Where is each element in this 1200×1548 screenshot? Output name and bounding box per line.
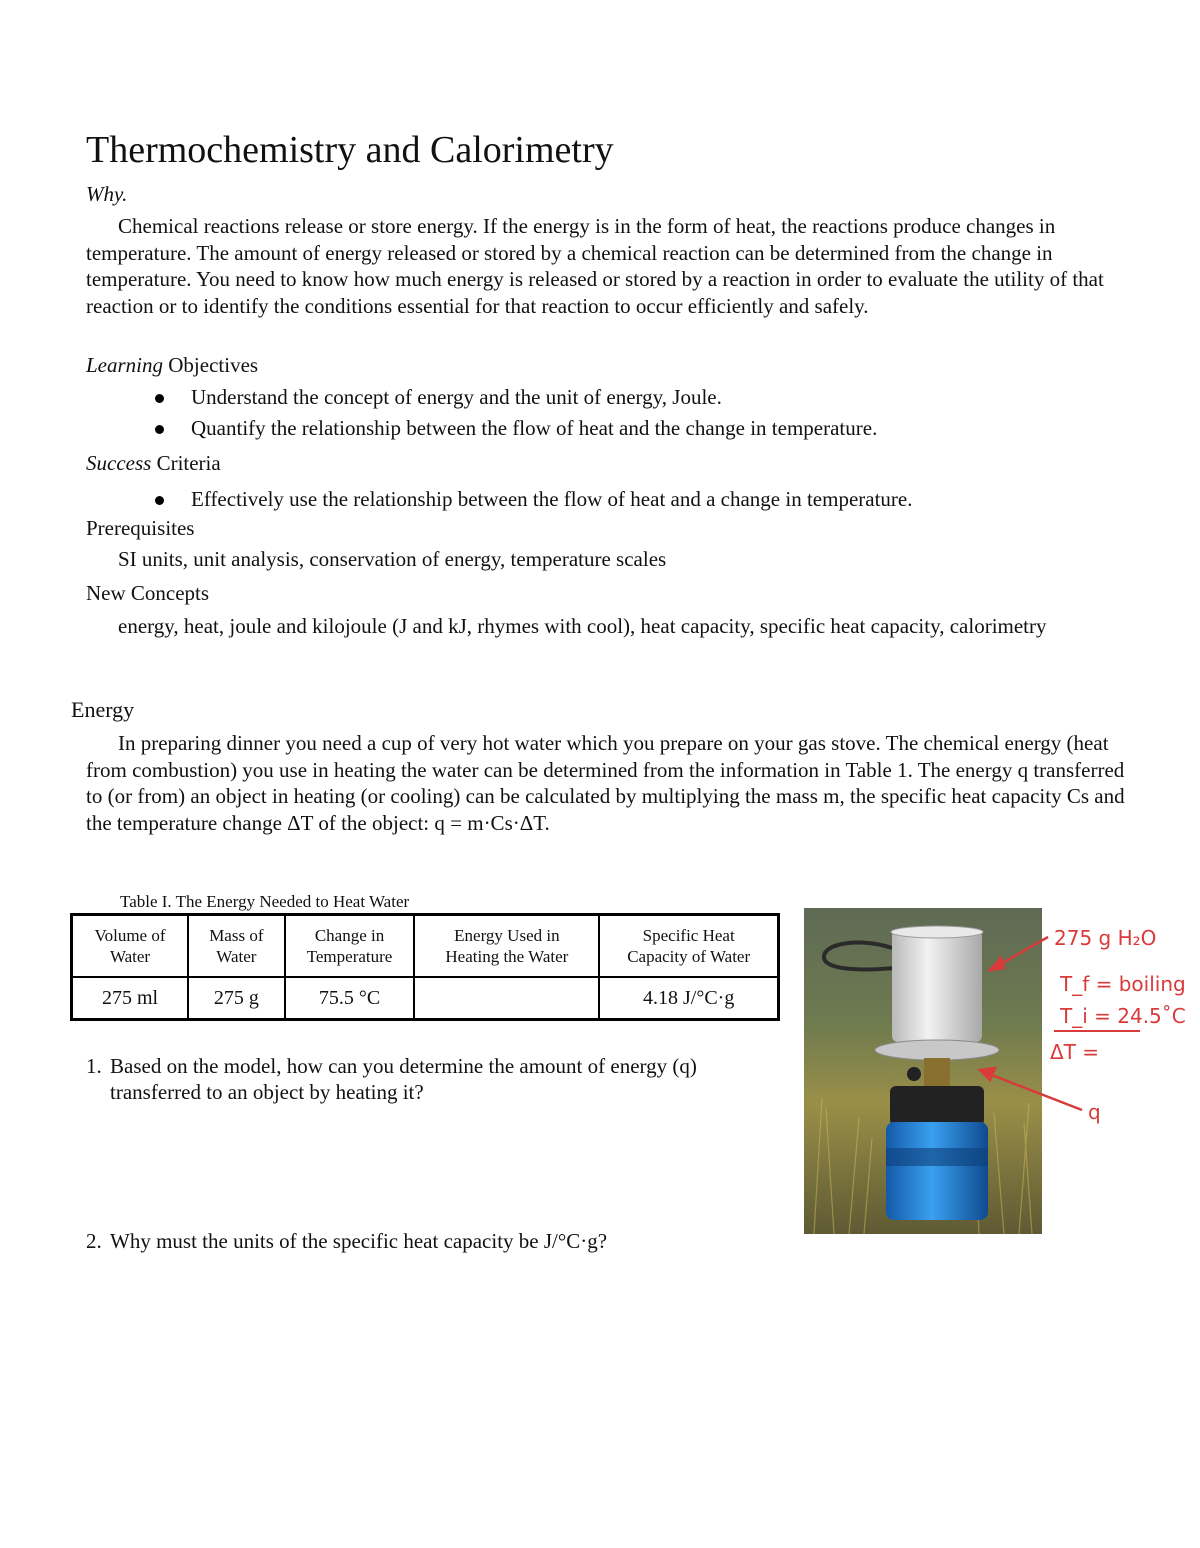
why-paragraph xyxy=(86,213,1126,319)
question-text: Based on the model, how can you determine the amount of energy (q) transferred to an object by heating it? xyxy=(110,1054,697,1104)
learning-objectives-label-rest: Objectives xyxy=(163,353,259,377)
burner-knob xyxy=(907,1067,921,1081)
success-criteria-label-italic: Success xyxy=(86,451,152,475)
header-line: Water xyxy=(109,947,151,966)
canister-band xyxy=(886,1148,988,1166)
table-cell: 275 g xyxy=(188,977,285,1020)
annotation-delta-t: ΔT = xyxy=(1050,1040,1100,1064)
header-line: Capacity of Water xyxy=(627,947,751,966)
header-line: Specific Heat xyxy=(642,926,735,945)
question-number: 1. xyxy=(86,1054,102,1078)
question-1 xyxy=(86,1053,796,1105)
table-row xyxy=(72,977,779,1020)
list-item: Quantify the relationship between the flow of heat and the change in temperature. xyxy=(155,413,877,444)
annotation-mass: 275 g H₂O xyxy=(1054,926,1157,950)
table-caption: Table I. The Energy Needed to Heat Water xyxy=(120,892,410,911)
question-2 xyxy=(86,1229,607,1254)
pot-rim xyxy=(891,926,983,938)
table-cell: 4.18 J/°C·g xyxy=(599,977,778,1020)
energy-text: In preparing dinner you need a cup of very hot water which you prepare on your gas stove. The chemical energy (heat from combustion) you use in heating the water can be determined from the information in Table 1. The energy q transferred to (or from) an object in heating (or cooling) can be calculated by multiplying the mass m, the specific heat capacity Cs and the temperature change ΔT of the object: q = m·Cs·ΔT. xyxy=(86,731,1125,835)
table-header xyxy=(285,915,415,978)
header-line: Volume of xyxy=(94,926,166,945)
new-concepts-text: energy, heat, joule and kilojoule (J and kJ, rhymes with cool), heat capacity, specific heat capacity, calorimetry xyxy=(118,614,1047,638)
new-concepts-label: New Concepts xyxy=(86,581,210,605)
pot xyxy=(892,930,982,1042)
success-criteria-label-rest: Criteria xyxy=(151,451,221,475)
question-number: 2. xyxy=(86,1229,102,1253)
header-line: Water xyxy=(216,947,257,966)
burner-plate xyxy=(875,1040,999,1060)
table-cell: 275 ml xyxy=(72,977,189,1020)
canister xyxy=(886,1122,988,1220)
prerequisites-label: Prerequisites xyxy=(86,516,195,540)
camping-stove-photo xyxy=(804,908,1042,1234)
annotation-final-temp: T_f = boiling xyxy=(1060,972,1186,996)
header-line: Temperature xyxy=(306,947,393,966)
table-header-row xyxy=(72,915,779,978)
burner-valve xyxy=(924,1058,950,1088)
table-cell: 75.5 °C xyxy=(285,977,415,1020)
energy-table xyxy=(70,913,780,1021)
table-header xyxy=(414,915,599,978)
success-criteria-list xyxy=(155,484,913,515)
table-header xyxy=(188,915,285,978)
energy-paragraph xyxy=(86,730,1126,836)
learning-objectives-label-italic: Learning xyxy=(86,353,164,377)
annotation-q: q xyxy=(1088,1100,1101,1124)
page-title: Thermochemistry and Calorimetry xyxy=(86,129,614,171)
list-item: Understand the concept of energy and the unit of energy, Joule. xyxy=(155,382,877,413)
prerequisites-text: SI units, unit analysis, conservation of energy, temperature scales xyxy=(118,547,667,571)
table-header xyxy=(599,915,778,978)
learning-objectives-label xyxy=(86,353,258,378)
learning-objectives-list xyxy=(155,382,877,444)
header-line: Energy Used in xyxy=(454,926,560,945)
header-line: Mass of xyxy=(209,926,264,945)
list-item: Effectively use the relationship between the flow of heat and a change in temperature. xyxy=(155,484,913,515)
table-cell-empty xyxy=(414,977,599,1020)
header-line: Change in xyxy=(314,926,385,945)
success-criteria-label xyxy=(86,451,221,476)
question-text: Why must the units of the specific heat capacity be J/°C·g? xyxy=(110,1229,608,1253)
why-label: Why. xyxy=(86,182,128,206)
why-text: Chemical reactions release or store energy. If the energy is in the form of heat, the reactions produce changes in temperature. The amount of energy released or stored by a chemical reaction can be determined from the change in temperature. You need to know how much energy is released or stored by a reaction in order to evaluate the utility of that reaction or to identify the conditions essential for that reaction to occur efficiently and safely. xyxy=(86,214,1104,318)
energy-heading: Energy xyxy=(71,697,135,722)
annotation-initial-temp: T_i = 24.5˚C xyxy=(1060,1004,1186,1028)
table-header xyxy=(72,915,189,978)
header-line: Heating the Water xyxy=(445,947,569,966)
canister-cap xyxy=(890,1086,984,1126)
